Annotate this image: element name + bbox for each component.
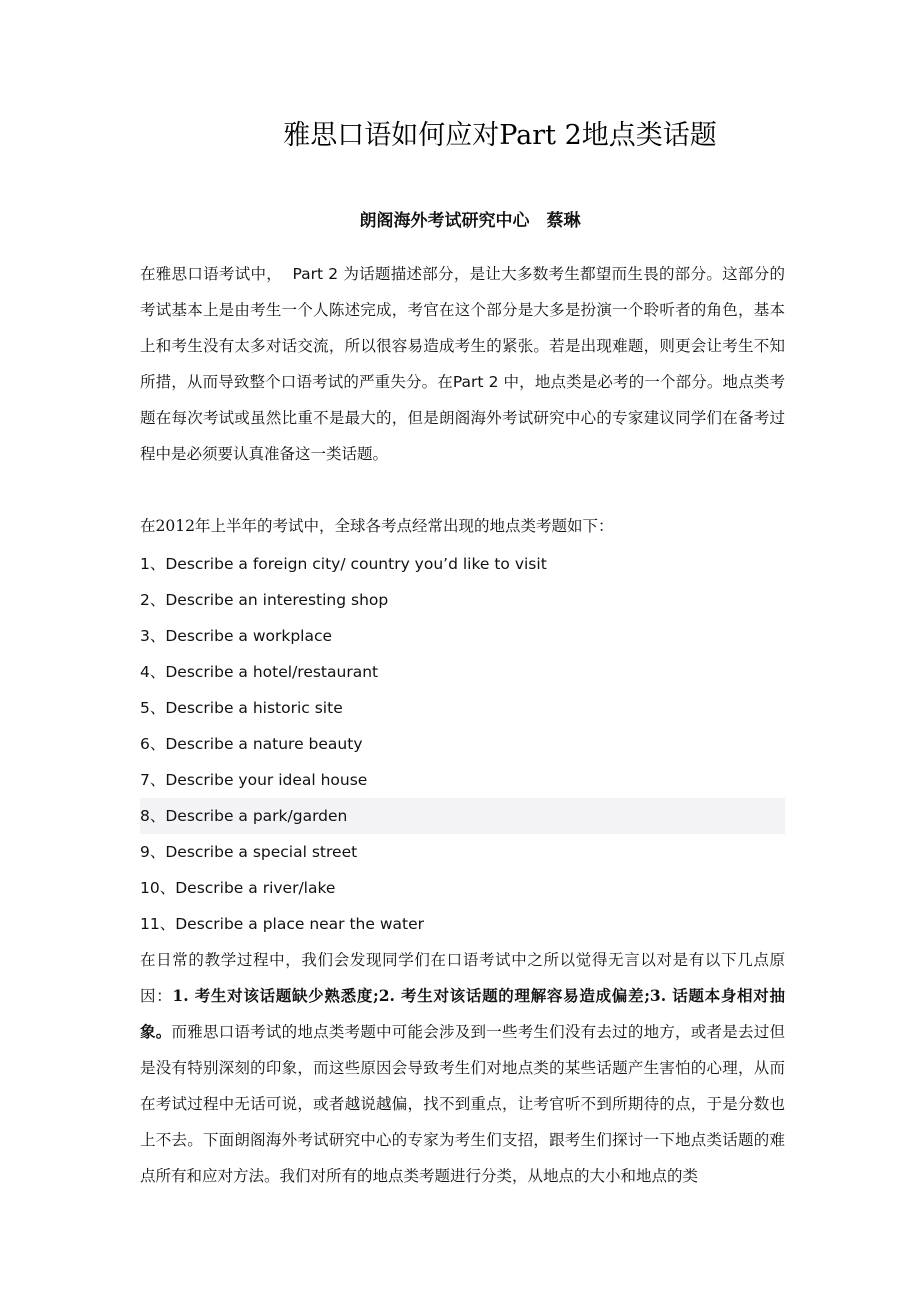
- topic-item-10: 10、Describe a river/lake: [140, 879, 336, 897]
- intro-text-a: 在雅思口语考试中，: [140, 265, 283, 283]
- topic-item-7: 7、Describe your ideal house: [140, 771, 368, 789]
- reasons-text-c: 而雅思口语考试的地点类考题中可能会涉及到一些考生们没有去过的地方，或者是去过但是没有特别深刻的印象，而这些原因会导致考生们对地点类的某些话题产生害怕的心理，从而在考试过程中无话可说，或者越说越偏，找不到重点，让考官听不到所期待的点，于是分数也上不去。下面朗阁海外考试研究中心的专家为考生们支招，跟考生们探讨一下地点类话题的难点所有和应对方法。我们对所有的地点类考题进行分类，从地点的大小和地点的类: [140, 1023, 785, 1185]
- topic-item-3: 3、Describe a workplace: [140, 627, 333, 645]
- topic-item-2: 2、Describe an interesting shop: [140, 591, 389, 609]
- intro-text-e: 中，地点类是必考的一个部分。地点类考题在每次考试或虽然比重不是最大的，但是朗阁海外考试研究中心的专家建议同学们在备考过程中是必须要认真准备这一类话题。: [140, 373, 785, 463]
- topic-list: [140, 546, 785, 942]
- topic-item-9: 9、Describe a special street: [140, 843, 358, 861]
- intro-paragraph: [140, 256, 785, 472]
- reasons-text-a: 在日常的教学过程中，我们会发现同学们在口语考试中之所以觉得无言以对是有以下几点原因：: [140, 951, 785, 1005]
- reasons-bold-list: 1. 考生对该话题缺少熟悉度;2. 考生对该话题的理解容易造成偏差;3. 话题本身相对抽象。: [140, 986, 785, 1041]
- reasons-paragraph: [140, 942, 785, 1194]
- intro-text-c: 为话题描述部分，是让大多数考生都望而生畏的部分。这部分的考试基本上是由考生一个人陈述完成，考官在这个部分是大多是扮演一个聆听者的角色，基本上和考生没有太多对话交流，所以很容易造成考生的紧张。若是出现难题，则更会让考生不知所措，从而导致整个口语考试的严重失分。在: [140, 265, 785, 391]
- intro-part2-b: Part 2: [452, 373, 499, 391]
- topic-item-4: 4、Describe a hotel/restaurant: [140, 663, 379, 681]
- topics-intro: 在2012年上半年的考试中，全球各考点经常出现的地点类考题如下：: [140, 517, 614, 535]
- topic-item-6: 6、Describe a nature beauty: [140, 735, 363, 753]
- topic-item-11: 11、Describe a place near the water: [140, 915, 425, 933]
- topic-item-5: 5、Describe a historic site: [140, 699, 343, 717]
- topic-item-1: 1、Describe a foreign city/ country you’d like to visit: [140, 555, 547, 573]
- intro-part2-a: Part 2: [292, 265, 339, 283]
- byline: 朗阁海外考试研究中心 蔡琳: [359, 211, 581, 231]
- topic-item-8: 8、Describe a park/garden: [140, 798, 785, 834]
- page-title: 雅思口语如何应对Part 2地点类话题: [283, 120, 717, 151]
